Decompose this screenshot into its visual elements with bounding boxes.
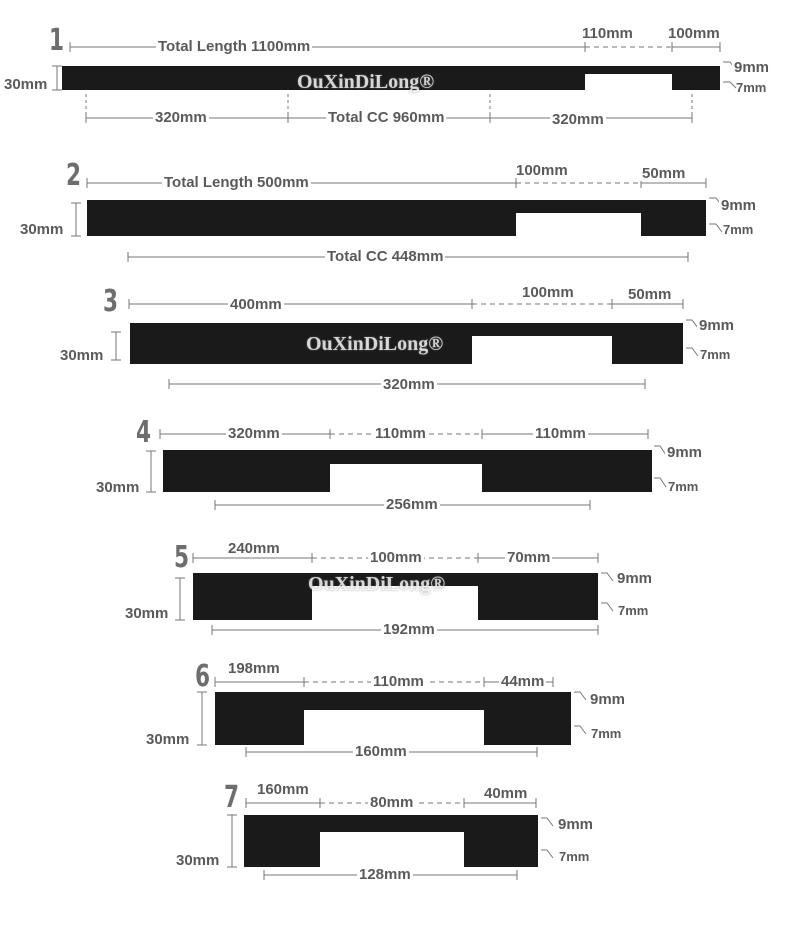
handle-3-end: 50mm — [628, 286, 672, 303]
handle-3-length-a: 400mm — [230, 296, 282, 313]
handle-1-number: 1 — [49, 23, 65, 58]
handle-5-top-thickness: 9mm — [617, 570, 653, 587]
handle-5-gap: 100mm — [370, 549, 422, 566]
handle-1-cc-left: 320mm — [155, 109, 207, 126]
handle-4-gap: 110mm — [375, 425, 426, 442]
handle-7-end: 40mm — [484, 785, 528, 802]
handle-7-cc: 128mm — [359, 866, 411, 883]
handle-1-top-thickness: 9mm — [734, 59, 770, 76]
handle-1-bottom-thickness: 7mm — [736, 80, 767, 95]
handle-4-cc: 256mm — [386, 496, 438, 513]
handle-6-end: 44mm — [501, 673, 545, 690]
handle-2-total-length: Total Length 500mm — [164, 174, 309, 191]
handle-4-number: 4 — [136, 415, 152, 450]
handle-2-number: 2 — [66, 158, 82, 193]
handle-1-end: 100mm — [668, 25, 720, 42]
handle-5-number: 5 — [174, 540, 190, 575]
handle-6-shape — [215, 692, 571, 745]
handle-1-cc-right: 320mm — [552, 111, 604, 128]
handle-3-cc: 320mm — [383, 376, 435, 393]
handle-3-height: 30mm — [60, 347, 104, 364]
handle-5-length-a: 240mm — [228, 540, 280, 557]
handle-1-total-length: Total Length 1100mm — [158, 38, 311, 55]
handle-6-length-a: 198mm — [228, 660, 280, 677]
handle-2-bottom-thickness: 7mm — [723, 222, 754, 237]
watermark-logo: OuXinDiLong® — [297, 71, 435, 93]
watermark-logo: OuXinDiLong® — [308, 573, 446, 595]
handle-5-end: 70mm — [507, 549, 551, 566]
handle-4-length-a: 320mm — [228, 425, 280, 442]
handle-7-shape — [244, 815, 538, 867]
handle-2-height: 30mm — [20, 221, 64, 238]
handle-4-height: 30mm — [96, 479, 140, 496]
handle-6-bottom-thickness: 7mm — [591, 726, 622, 741]
handle-7-top-thickness: 9mm — [558, 816, 594, 833]
handle-4-end: 110mm — [535, 425, 586, 442]
handle-6-cc: 160mm — [355, 743, 407, 760]
handle-4-top-thickness: 9mm — [667, 444, 703, 461]
handle-5-height: 30mm — [125, 605, 169, 622]
handle-2-end: 50mm — [642, 165, 686, 182]
watermark-logo: OuXinDiLong® — [306, 333, 444, 355]
handle-4-bottom-thickness: 7mm — [668, 479, 699, 494]
handle-5-bottom-thickness: 7mm — [618, 603, 649, 618]
handle-4-shape — [163, 450, 652, 492]
handle-5-cc: 192mm — [383, 621, 435, 638]
handle-6-number: 6 — [195, 659, 211, 694]
handle-3-gap: 100mm — [522, 284, 574, 301]
handle-2-gap: 100mm — [516, 162, 568, 179]
handle-1-gap: 110mm — [582, 25, 633, 42]
handle-1-total-cc: Total CC 960mm — [328, 109, 445, 126]
handle-1-height: 30mm — [4, 76, 48, 93]
handle-2-total-cc: Total CC 448mm — [327, 248, 444, 265]
handle-7-length-a: 160mm — [257, 781, 309, 798]
handle-6-top-thickness: 9mm — [590, 691, 626, 708]
handle-2-shape — [87, 200, 706, 236]
handle-3-number: 3 — [103, 284, 119, 319]
handle-7-gap: 80mm — [370, 794, 414, 811]
handle-3-top-thickness: 9mm — [699, 317, 735, 334]
handle-7-bottom-thickness: 7mm — [559, 849, 590, 864]
handle-6-height: 30mm — [146, 731, 190, 748]
handle-3-bottom-thickness: 7mm — [700, 347, 731, 362]
handle-2-top-thickness: 9mm — [721, 197, 757, 214]
handle-6-gap: 110mm — [373, 673, 424, 690]
handle-7-height: 30mm — [176, 852, 220, 869]
handle-7-number: 7 — [224, 780, 240, 815]
